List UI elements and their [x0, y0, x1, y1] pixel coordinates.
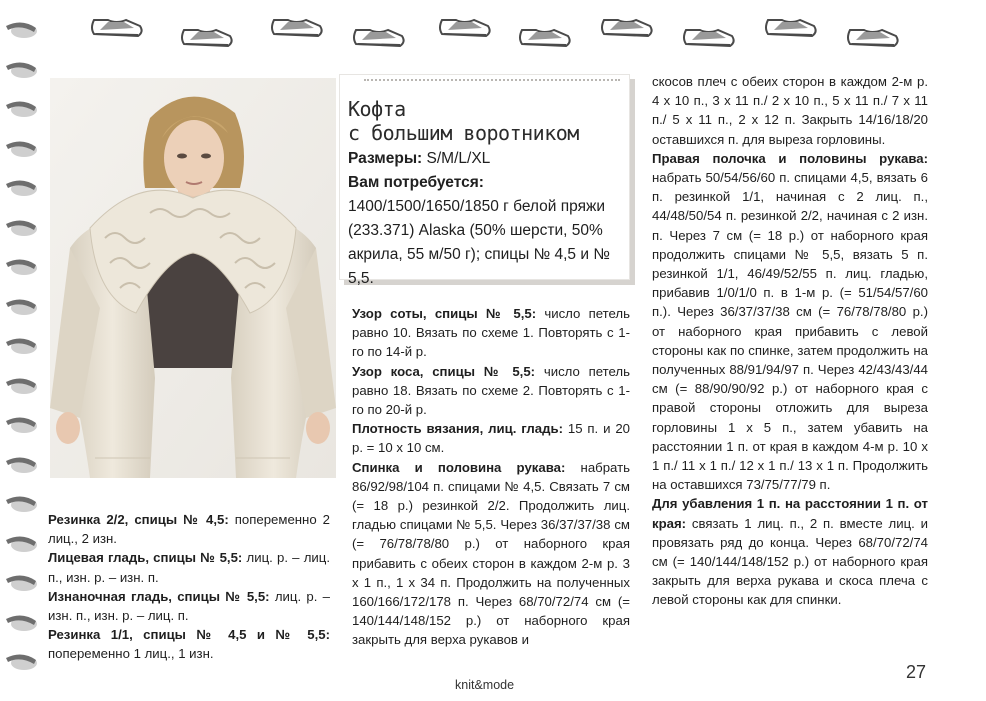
sneaker-icon: [434, 12, 494, 44]
paragraph-heading: Правая полочка и половины рукава:: [652, 150, 928, 166]
paragraph-heading: Лицевая гладь, спицы № 5,5:: [48, 550, 243, 566]
sizes-value: S/M/L/XL: [426, 150, 491, 167]
model-illustration: [50, 78, 336, 478]
paragraph-text: число петель равно 10. Вязать по схеме 1. Повторять с 1-го по 14-й р.: [352, 306, 631, 360]
spiral-ring-icon: [4, 336, 38, 356]
sizes-label: Размеры:: [348, 150, 423, 167]
spiral-ring-icon: [4, 494, 38, 514]
spiral-ring-icon: [4, 178, 38, 198]
spiral-ring-icon: [4, 652, 38, 672]
spiral-ring-icon: [4, 297, 38, 317]
paragraph-heading: Плотность вязания, лиц. гладь:: [352, 421, 563, 437]
sneaker-icon: [842, 22, 902, 54]
paragraph-text: лиц. р. – лиц. п., изн. р. – изн. п.: [48, 550, 330, 585]
paragraph: [48, 548, 330, 586]
materials-label: Вам потребуется:: [348, 174, 484, 191]
paragraph-text: число петель равно 18. Вязать по схеме 2. Повторять с 1-го по 20-й р.: [352, 363, 630, 418]
paragraph-heading: Резинка 1/1, спицы № 4,5 и № 5,5:: [48, 627, 330, 643]
spiral-ring-icon: [4, 415, 38, 435]
header-decoration: [86, 6, 906, 46]
paragraph-heading: Резинка 2/2, спицы № 4,5:: [48, 512, 229, 527]
paragraph: [352, 362, 630, 420]
middle-column: [352, 304, 630, 650]
page-number: 27: [906, 662, 927, 682]
paragraph-heading: Для убавления 1 п. на расстоянии 1 п. от края:: [652, 496, 928, 531]
materials-text: 1400/1500/1650/1850 г белой пряжи (233.371) Alaska (50% шерсти, 50% акрила, 55 м/50 г); спицы № 4,5 и № 5,5.: [348, 198, 610, 287]
paragraph: [352, 419, 630, 457]
spiral-ring-icon: [4, 139, 38, 159]
paragraph: [352, 458, 630, 650]
title-line-1: Кофта: [348, 97, 406, 121]
sneaker-icon: [176, 22, 236, 54]
paragraph: [48, 587, 330, 625]
spiral-ring-icon: [4, 60, 38, 80]
sizes-line: [348, 147, 624, 171]
sneaker-icon: [596, 12, 656, 44]
paragraph-heading: Узор коса, спицы № 5,5:: [352, 363, 536, 379]
spiral-ring-icon: [4, 218, 38, 238]
paragraph: [652, 72, 928, 149]
sneaker-icon: [678, 22, 738, 54]
spiral-ring-icon: [4, 99, 38, 119]
title-line-2: с большим воротником: [348, 121, 579, 145]
paragraph: [48, 510, 330, 548]
spiral-ring-icon: [4, 534, 38, 554]
dotted-rule: [364, 79, 620, 87]
paragraph: [48, 625, 330, 663]
sneaker-icon: [514, 22, 574, 54]
spiral-ring-icon: [4, 20, 38, 40]
paragraph-text: связать 1 лиц. п., 2 п. вместе лиц. и провязать ряд до конца. Через 68/70/72/74 см (= 140/144/148/152 р.) от наборного края закрыть для верха рукава и скоса плеча с левой стороны как для спинки.: [652, 515, 928, 608]
paragraph: [652, 494, 928, 609]
brand-logo: knit&mode: [455, 678, 515, 692]
paragraph-text: скосов плеч с обеих сторон в каждом 2-м р. 4 х 10 п., 3 х 11 п./ 2 х 10 п., 5 х 11 п./ 7 х 11 п./ 5 х 11 п., 2 х 12 п. Закрыть 14/16/18/20 оставшихся п. для выреза горловины.: [652, 74, 928, 147]
paragraph-heading: Изнаночная гладь, спицы № 5,5:: [48, 588, 270, 604]
paragraph-text: набрать 86/92/98/104 п. спицами № 4,5. Связать 7 см (= 18 р.) резинкой 2/2. Продолжить лиц. гладью спицами № 5,5. Через 36/37/37/38 см (= 76/78/78/80 р.) от наборного края прибавить с обеих сторон в каждом 2-м р. 3 х 1 п., 1 х 34 п. Продолжить на полученных 160/166/172/178 п. Через 68/70/72/74 см (= 140/144/148/152 р.) от наборного края закрыть для верха рукавов и: [352, 459, 630, 648]
paragraph-heading: Спинка и половина рукава:: [352, 459, 566, 475]
materials-block: [348, 171, 624, 291]
title-box: [339, 74, 630, 287]
right-column: [652, 72, 928, 610]
paragraph-text: набрать 50/54/56/60 п. спицами 4,5, вязать 6 п. резинкой 1/1, начиная с 2 лиц. п., 44/48/50/54 п. резинкой 2/2, начиная с 2 изн. п. Через 7 см (= 18 р.) от наборного края продолжить спицами № 5,5, вязать 5 п. резинкой 1/1, 46/49/52/55 п. лиц. гладью, прибавив 1/0/1/0 п. в 1-м р. (= 51/54/57/60 п.). Через 36/37/37/38 см (= 76/78/78/80 р.) от наборного края прибавить с левой стороны как по спинке, затем продолжить на полученных 88/91/94/97 п. Через 42/43/43/44 см (= 88/90/90/92 р.) от наборного края с правой стороны отложить для выреза горловины 1 х 5 п., затем убавить на расстоянии 1 п. от края в каждом 4-м р. 10 х 1 п./ 11 х 1 п./ 12 х 1 п./ 13 х 1 п. Продолжить на оставшихся 73/75/77/79 п.: [652, 170, 928, 493]
sneaker-icon: [348, 22, 408, 54]
spiral-ring-icon: [4, 257, 38, 277]
sneaker-icon: [760, 12, 820, 44]
paragraph: [652, 149, 928, 495]
paragraph: [352, 304, 630, 362]
paragraph-text: попеременно 1 лиц., 1 изн.: [48, 646, 214, 662]
sneaker-icon: [86, 12, 146, 44]
left-column: [48, 510, 330, 664]
spiral-ring-icon: [4, 573, 38, 593]
paragraph-text: лиц. р. – изн. п., изн. р. – лиц. п.: [48, 588, 330, 624]
paragraph-heading: Узор соты, спицы № 5,5:: [352, 306, 537, 321]
spiral-ring-icon: [4, 613, 38, 633]
sneaker-icon: [266, 12, 326, 44]
model-photo: [50, 78, 336, 478]
spiral-ring-icon: [4, 376, 38, 396]
spiral-ring-icon: [4, 455, 38, 475]
spiral-binding: [0, 20, 44, 700]
paragraph-text: 15 п. и 20 р. = 10 х 10 см.: [352, 421, 630, 456]
paragraph-text: попеременно 2 лиц., 2 изн.: [48, 512, 330, 547]
